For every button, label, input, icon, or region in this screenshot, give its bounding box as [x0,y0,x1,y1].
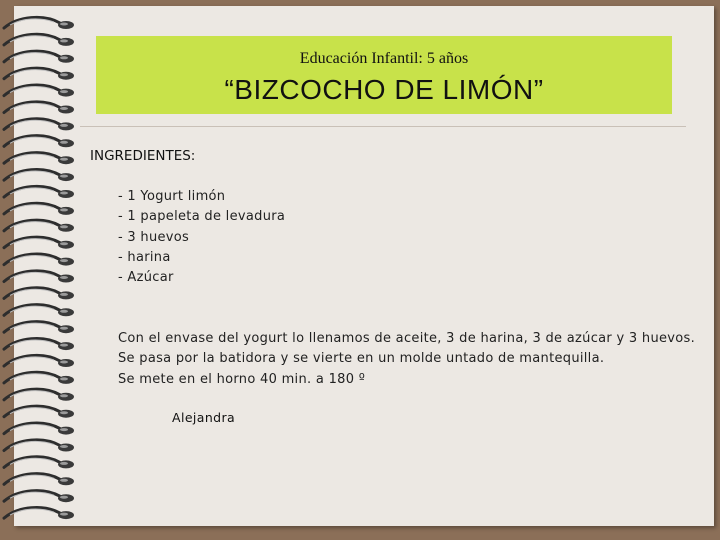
spiral-hole-shine [60,23,68,26]
ingredient-item: - Azúcar [118,270,174,286]
spiral-hole-shine [60,90,68,93]
spiral-hole-shine [60,124,68,127]
spiral-hole-shine [60,141,68,144]
spiral-hole-shine [60,479,68,482]
spiral-hole-shine [60,192,68,195]
spiral-hole-shine [60,462,68,465]
spiral-hole-shine [60,208,68,211]
spiral-hole-shine [60,107,68,110]
spiral-hole-shine [60,377,68,380]
spiral-hole-shine [60,56,68,59]
spiral-hole-shine [60,158,68,161]
spiral-hole-shine [60,259,68,262]
page-title: “BIZCOCHO DE LIMÓN” [224,74,544,105]
spiral-hole-shine [60,276,68,279]
spiral-hole-shine [60,411,68,414]
spiral-hole-shine [60,293,68,296]
instruction-line: Se mete en el horno 40 min. a 180 º [118,371,366,387]
ingredient-item: - 3 huevos [118,229,190,245]
spiral-hole-shine [60,73,68,76]
spiral-hole-shine [60,175,68,178]
spiral-hole-shine [60,327,68,330]
ingredients-list [118,187,285,288]
spiral-hole-shine [60,39,68,42]
ingredients-heading: INGREDIENTES: [90,148,196,164]
spiral-hole-shine [60,310,68,313]
title-banner [96,36,672,114]
page-subtitle: Educación Infantil: 5 años [299,50,469,67]
spiral-hole-shine [60,428,68,431]
ingredient-item: - 1 papeleta de levadura [118,209,286,225]
spiral-hole-shine [60,496,68,499]
instruction-line: Con el envase del yogurt lo llenamos de aceite, 3 de harina, 3 de azúcar y 3 huevos. [118,331,696,346]
spiral-hole-shine [60,225,68,228]
author-name: Alejandra [172,410,236,425]
spiral-hole-shine [60,394,68,397]
spiral-hole-shine [60,242,68,245]
spiral-hole-shine [60,344,68,347]
ingredient-item: - harina [118,249,171,265]
spiral-hole-shine [60,361,68,364]
ingredient-item: - 1 Yogurt limón [118,189,226,204]
spiral-hole-shine [60,513,68,516]
divider [80,126,686,127]
instructions [118,329,698,390]
spiral-binding-icon [0,6,90,526]
instruction-line: Se pasa por la batidora y se vierte en un molde untado de mantequilla. [118,351,605,367]
spiral-hole-shine [60,445,68,448]
